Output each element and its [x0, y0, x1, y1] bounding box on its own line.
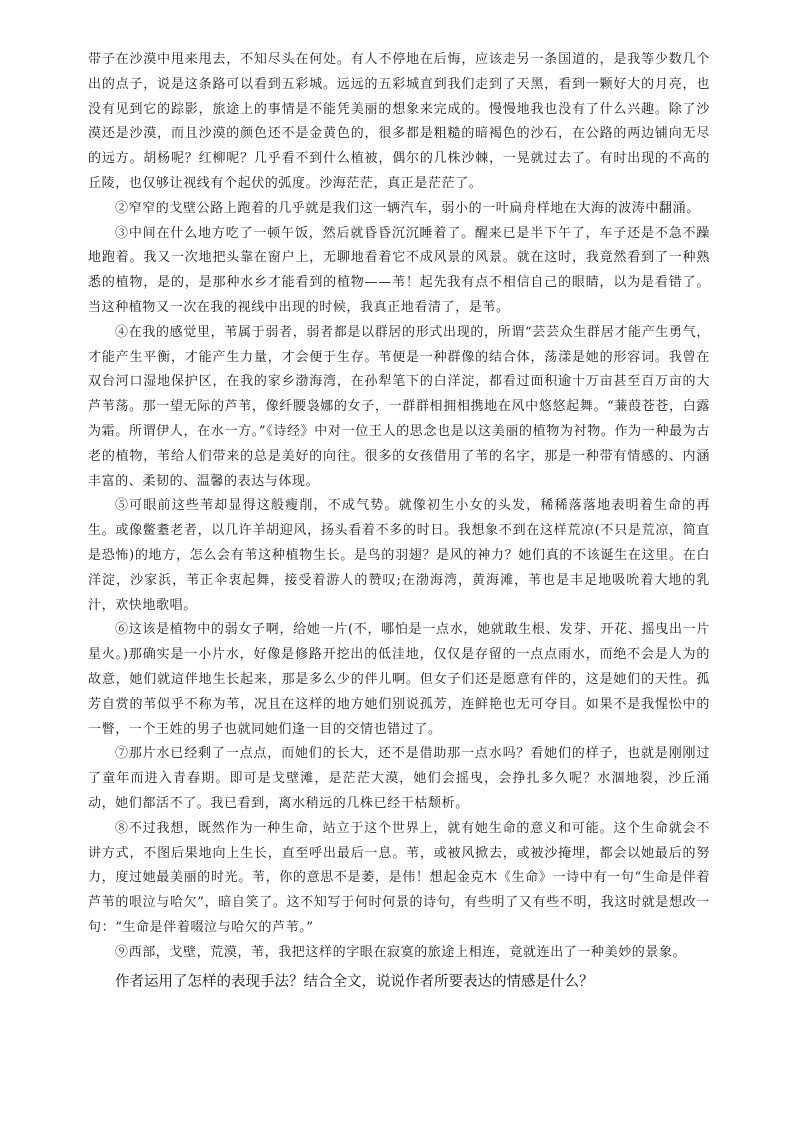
document-page	[88, 48, 710, 995]
paragraph-3: ③中间在什么地方吃了一顿午饭，然后就昏昏沉沉睡着了。醒来已是半下午了，车子还是不急不躁地跑着。我又一次地把头靠在窗户上，无聊地看着它不成风景的风景。就在这时，我竟然看到了一种熟悉的植物，是的，是那种水乡才能看到的植物——苇！起先我有点不相信自己的眼睛，以为是看错了。当这种植物又一次在我的视线中出现的时候，我真正地看清了，是苇。	[88, 225, 710, 315]
paragraph-8: ⑧不过我想，既然作为一种生命，站立于这个世界上，就有她生命的意义和可能。这个生命就会不讲方式，不图后果地向上生长，直至呼出最后一息。苇，或被风掀去，或被沙掩埋，都会以她最后的努力，度过她最美丽的时光。苇，你的意思不是萎，是伟！想起金克木《生命》一诗中有一句“生命是伴着芦苇的哏泣与哈欠”，暗自笑了。这不知写于何时何景的诗句，有些明了又有些不明，我这时就是想改一句：“生命是伴着啜泣与哈欠的芦苇。”	[88, 820, 710, 935]
paragraph-1-continuation: 带子在沙漠中甩来甩去，不知尽头在何处。有人不停地在后悔，应该走另一条国道的，是我等少数几个出的点子，说是这条路可以看到五彩城。远远的五彩城直到我们走到了天黑，看到一颗好大的月亮，也没有见到它的踪影，旅途上的事情是不能凭美丽的想象来完成的。慢慢地我也没有了什么兴趣。除了沙漠还是沙漠，而且沙漠的颜色还不是金黄色的，很多都是粗糙的暗褐色的沙石，在公路的两边铺向无尽的远方。胡杨呢？红柳呢？几乎看不到什么植被，偶尔的几株沙棘，一晃就过去了。有时出现的不高的丘陵，也仅够让视线有个起伏的弧度。沙海茫茫，真正是茫茫了。	[88, 52, 710, 191]
paragraph-9: ⑨西部，戈壁，荒漠，苇，我把这样的字眼在寂寞的旅途上相连，竟就连出了一种美妙的景象。	[115, 944, 687, 960]
paragraph-2: ②窄窄的戈壁公路上跑着的几乎就是我们这一辆汽车，弱小的一叶扁舟样地在大海的波涛中翻涌。	[115, 200, 700, 216]
paragraph-4: ④在我的感觉里，苇属于弱者，弱者都是以群居的形式出现的，所谓“芸芸众生群居才能产生勇气，才能产生平衡，才能产生力量，才会便于生存。苇便是一种群像的结合体，荡漾是她的形容词。我曾在双台河口湿地保护区，在我的家乡渤海湾，在孙犁笔下的白洋淀，都看过面积逾十万亩甚至百万亩的大芦苇荡。那一望无际的芦苇，像纤腰袅娜的女子，一群群相拥相携地在风中悠悠起舞。“蒹葭苍苍，白露为霜。所谓伊人，在水一方。”《诗经》中对一位王人的思念也是以这美丽的植物为衬物。作为一种最为古老的植物，苇给人们带来的总是美好的向往。很多的女孩借用了苇的名字，那是一种带有情感的、内涵丰富的、柔韧的、温馨的表达与体现。	[88, 324, 710, 489]
paragraph-7: ⑦那片水已经剩了一点点，而她们的长大，还不是借助那一点水吗？看她们的样子，也就是刚刚过了童年而进入青春期。即可是戈壁滩，是茫茫大漠，她们会摇曳，会挣扎多久呢？水涸地裂，沙丘涌动，她们都活不了。我已看到，离水稍远的几株已经干枯颓析。	[88, 746, 710, 811]
paragraph-5: ⑤可眼前这些苇却显得这般瘦削，不成气势。就像初生小女的头发，稀稀落落地表明着生命的再生。或像鳖耋老者，以几许羊胡迎风，扬头看着不多的时日。我想象不到在这样荒凉(不只是荒凉，简直是恐怖)的地方，怎么会有苇这种植物生长。是鸟的羽翅？是风的神力？她们真的不该诞生在这里。在白洋淀，沙家浜，苇正伞衷起舞，接受着游人的赞叹;在渤海湾，黄海滩，苇也是丰足地吸吮着大地的乳汁，欢快地歌唱。	[88, 498, 710, 613]
paragraph-6: ⑥这该是植物中的弱女子啊，给她一片(不，哪怕是一点水，她就敢生根、发芽、开花、摇曳出一片星火。)那确实是一小片水，好像是修路开挖出的低洼地，仅仅是存留的一点点雨水，而绝不会是人为的故意，她们就這伴地生长起来，那是多么少的伴儿啊。但女子们还是愿意有伴的，这是她们的天性。孤芳自赏的苇似乎不称为苇，况且在这样的地方她们别说孤芳，连鲜艳也无可夺目。如果不是我惺忪中的一瞥，一个王姓的男子也就同她们逢一目的交情也错过了。	[88, 622, 710, 737]
question-prompt: 作者运用了怎样的表现手法？结合全文，说说作者所要表达的情感是什么？	[115, 974, 594, 991]
